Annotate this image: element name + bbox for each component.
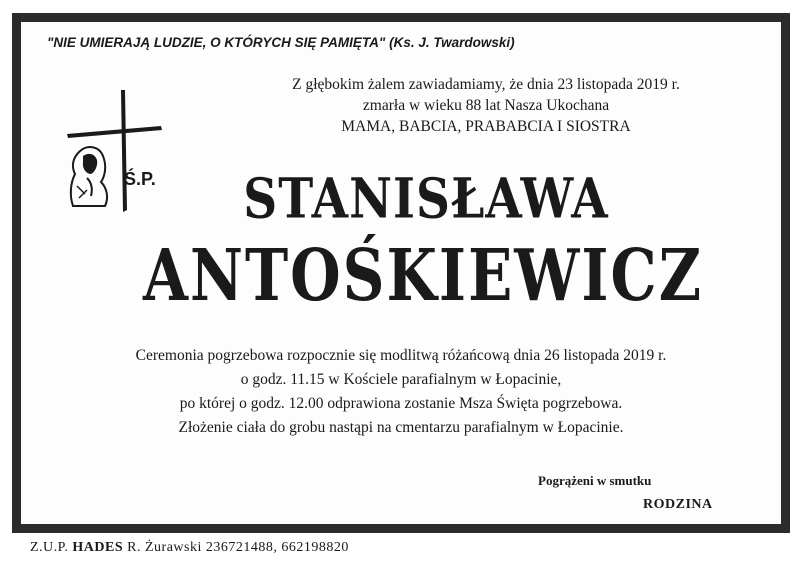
obituary-card <box>21 22 781 524</box>
intro-line-3: MAMA, BABCIA, PRABABCIA I SIOSTRA <box>341 118 631 135</box>
footer-company: HADES <box>72 540 124 555</box>
ceremony-line-4: Złożenie ciała do grobu nastąpi na cmentarzu parafialnym w Łopacinie. <box>178 419 624 436</box>
family-signature: RODZINA <box>643 497 713 512</box>
honorific-prefix: Ś.P. <box>124 169 156 189</box>
footer-prefix: Z.U.P. <box>30 540 69 555</box>
deceased-last-name: ANTOŚKIEWICZ <box>142 234 704 317</box>
funeral-details <box>41 344 761 440</box>
deceased-first-name: STANISŁAWA <box>243 167 609 232</box>
cross-with-praying-figure-icon <box>65 90 165 215</box>
intro-line-1: Z głębokim żalem zawiadamiamy, że dnia 23 listopada 2019 r. <box>292 76 680 93</box>
footer-details: R. Żurawski 236721488, 662198820 <box>127 540 349 555</box>
ceremony-line-2: o godz. 11.15 w Kościele parafialnym w Łopacinie, <box>240 371 562 388</box>
funeral-home-footer <box>30 540 349 556</box>
intro-line-2: zmarła w wieku 88 lat Nasza Ukochana <box>362 97 610 114</box>
mourners-caption: Pogrążeni w smutku <box>538 473 652 488</box>
ceremony-line-3: po której o godz. 12.00 odprawiona zostanie Msza Święta pogrzebowa. <box>179 395 623 412</box>
ceremony-line-1: Ceremonia pogrzebowa rozpocznie się modlitwą różańcową dnia 26 listopada 2019 r. <box>135 347 667 364</box>
announcement-intro <box>246 74 726 137</box>
memorial-quote: "NIE UMIERAJĄ LUDZIE, O KTÓRYCH SIĘ PAMIĘTA" (Ks. J. Twardowski) <box>47 35 515 50</box>
